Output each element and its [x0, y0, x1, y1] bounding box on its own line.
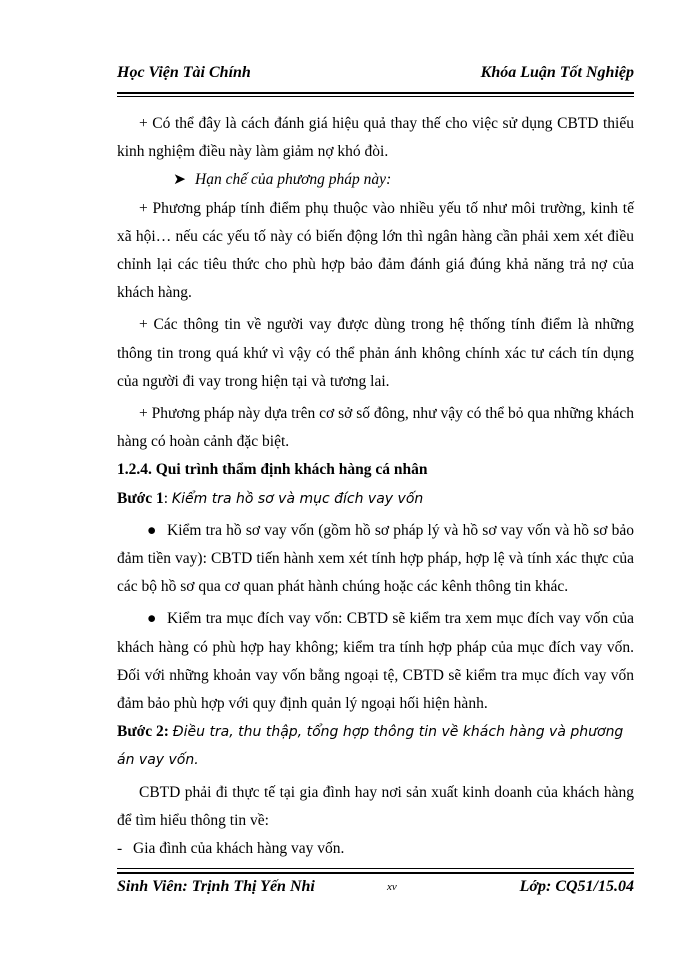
- dash-item-1-text: Gia đình của khách hàng vay vốn.: [133, 840, 345, 858]
- footer-rule-thick: [117, 872, 634, 874]
- step-1: [117, 485, 634, 513]
- step-1-separator: :: [163, 489, 172, 507]
- header-institution: Học Viện Tài Chính: [117, 64, 251, 81]
- limitations-title-text: Hạn chế của phương pháp này:: [195, 171, 392, 189]
- step-1-label: Bước 1: [117, 489, 164, 507]
- dash-item-1: [117, 835, 634, 863]
- header-thesis-title: Khóa Luận Tốt Nghiệp: [480, 64, 634, 81]
- footer-page-number: xv: [387, 881, 397, 893]
- step-2: [117, 718, 634, 774]
- bullet-item-2: [117, 605, 634, 718]
- step-2-label: Bước 2:: [117, 723, 169, 741]
- bullet-item-1: [117, 517, 634, 602]
- bullet-item-2-text: Kiểm tra mục đích vay vốn: CBTD sẽ kiểm tra xem mục đích vay vốn của khách hàng có phù hợp hay không; kiểm tra tính hợp pháp của mục đích vay vốn. Đối với những khoản vay vốn bằng ngoại tệ, CBTD sẽ kiểm tra mục đích vay vốn đảm bảo phù hợp với quy định quản lý ngoại hối hiện hành.: [117, 610, 634, 713]
- paragraph-field-visit: CBTD phải đi thực tế tại gia đình hay nơi sản xuất kinh doanh của khách hàng để tìm hiểu thông tin về:: [117, 783, 634, 829]
- paragraph-limitation-1: + Phương pháp tính điểm phụ thuộc vào nhiều yếu tố như môi trường, kinh tế xã hội… nếu các yếu tố này có biến động lớn thì ngân hàng cần phải xem xét điều chỉnh lại các tiêu thức cho phù hợp bảo đảm đánh giá đúng khả năng trả nợ của khách hàng.: [117, 199, 634, 302]
- dash-bullet-icon: -: [117, 840, 123, 858]
- paragraph-limitation-3: + Phương pháp này dựa trên cơ sở số đông, như vậy có thể bỏ qua những khách hàng có hoàn cảnh đặc biệt.: [117, 405, 634, 451]
- limitations-title: [117, 166, 634, 194]
- header-rule-thin: [117, 96, 634, 97]
- step-1-text: Kiểm tra hồ sơ và mục đích vay vốn: [171, 490, 424, 507]
- header-rule-thick: [117, 92, 634, 94]
- paragraph-advantage: + Có thể đây là cách đánh giá hiệu quả thay thế cho việc sử dụng CBTD thiếu kinh nghiệm điều này làm giảm nợ khó đòi.: [117, 115, 634, 161]
- bullet-item-1-text: Kiểm tra hồ sơ vay vốn (gồm hồ sơ pháp lý và hồ sơ vay vốn và hồ sơ bảo đảm tiền vay): CBTD tiến hành xem xét tính hợp pháp, hợp lệ và tính xác thực của các bộ hồ sơ qua cơ quan phát hành chúng hoặc các kênh thông tin khác.: [117, 521, 634, 596]
- page-header: [117, 64, 634, 88]
- footer-class: Lớp: CQ51/15.04: [519, 878, 634, 895]
- bullet-dot-icon: ●: [147, 521, 157, 539]
- step-2-text: Điều tra, thu thập, tổng hợp thông tin về khách hàng và phương án vay vốn.: [117, 724, 624, 769]
- page-body: [117, 110, 634, 863]
- footer-student-name: Sinh Viên: Trịnh Thị Yến Nhi: [117, 878, 315, 895]
- page-footer: [117, 878, 634, 902]
- paragraph-limitation-2: + Các thông tin về người vay được dùng trong hệ thống tính điểm là những thông tin trong quá khứ vì vậy có thể phản ánh không chính xác tư cách tín dụng của người đi vay trong hiện tại và tương lai.: [117, 316, 634, 390]
- arrow-bullet-icon: ➤: [173, 171, 186, 189]
- bullet-dot-icon: ●: [147, 610, 157, 628]
- footer-rule-thin: [117, 868, 634, 869]
- section-heading: 1.2.4. Qui trình thẩm định khách hàng cá nhân: [117, 461, 428, 479]
